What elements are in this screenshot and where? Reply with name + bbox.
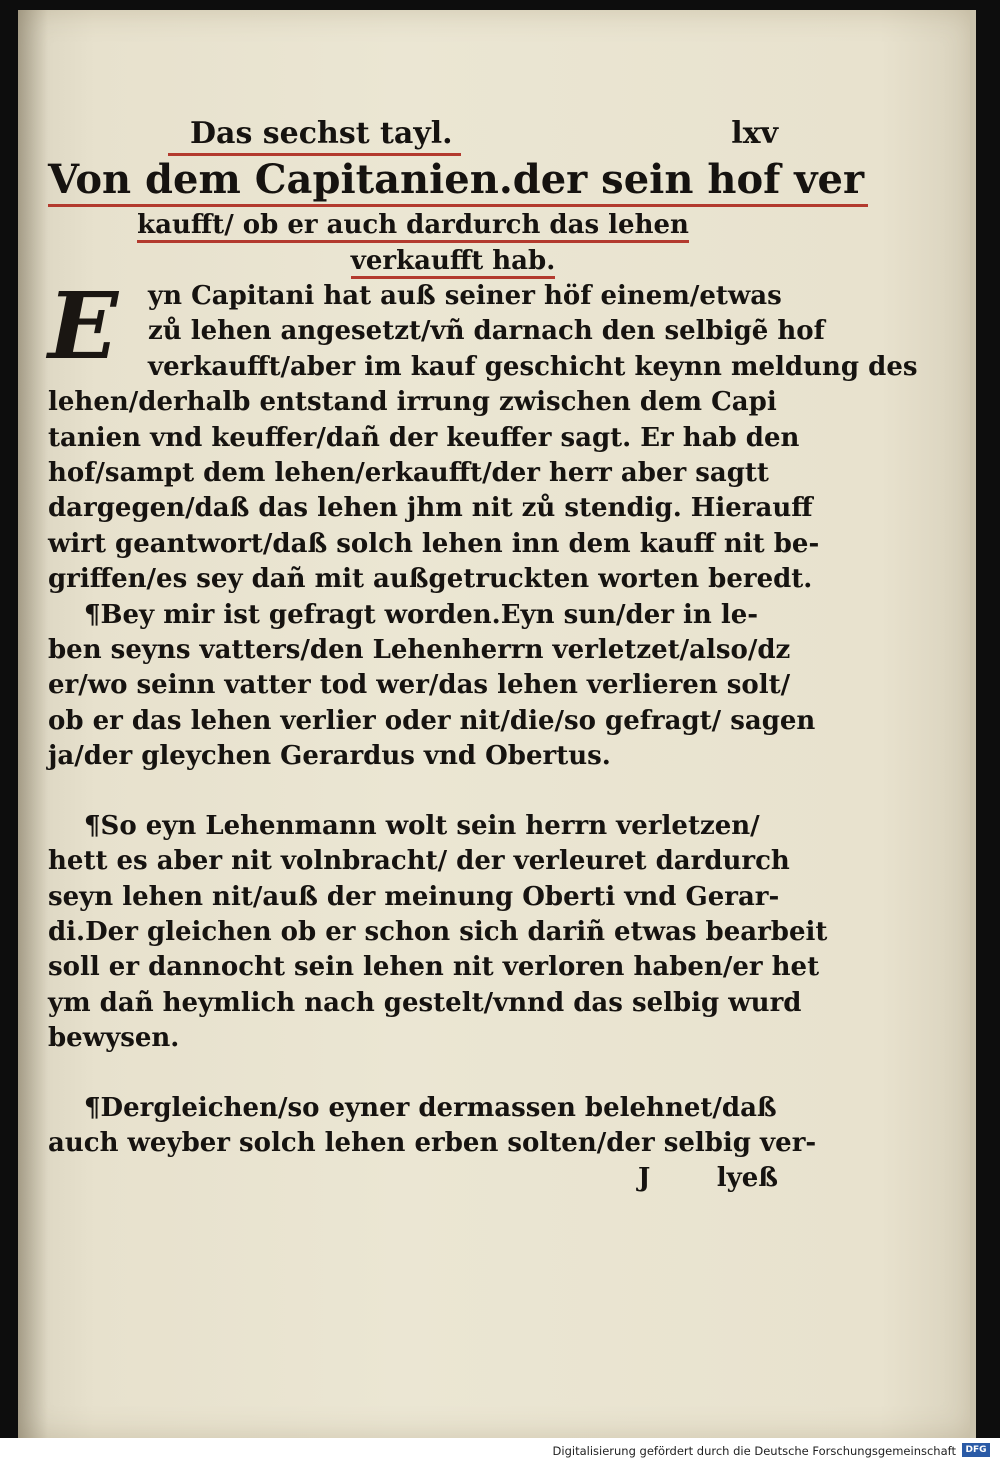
- text-line: dargegen/daß das lehen jhm nit zů stendig. Hierauff: [48, 493, 813, 524]
- text-line: griffen/es sey dañ mit außgetruckten worten beredt.: [48, 564, 813, 595]
- text-line: tanien vnd keuffer/dañ der keuffer sagt. Er hab den: [48, 422, 800, 453]
- catchword: lyeß: [716, 1163, 778, 1194]
- title-line-1: Von dem Capitanien.der sein hof ver: [48, 156, 868, 207]
- text-line: di.Der gleichen ob er schon sich dariñ etwas bearbeit: [48, 916, 828, 947]
- signature-mark: J: [638, 1163, 651, 1194]
- text-line: seyn lehen nit/auß der meinung Oberti vnd Gerar-: [48, 881, 780, 912]
- spacer: [48, 775, 778, 809]
- text-line: verkaufft/aber im kauf geschicht keynn meldung des: [148, 351, 918, 382]
- text-line: bewysen.: [48, 1023, 180, 1054]
- text-line: yn Capitani hat auß seiner höf einem/etwas: [148, 281, 782, 311]
- dfg-logo-icon: DFG: [962, 1443, 990, 1457]
- funding-credit: Digitalisierung gefördert durch die Deutsche Forschungsgemeinschaft: [552, 1444, 956, 1458]
- text-line: ym dañ heymlich nach gestelt/vnnd das selbig wurd: [48, 987, 802, 1018]
- text-line: ben seyns vatters/den Lehenherrn verletzet/also/dz: [48, 635, 791, 666]
- text-line: ja/der gleychen Gerardus vnd Obertus.: [48, 741, 611, 772]
- digitization-footer: [0, 1438, 1000, 1463]
- text-line: ¶Bey mir ist gefragt worden.Eyn sun/der in le-: [84, 599, 759, 630]
- paragraph-2: [48, 598, 816, 775]
- text-line: zů lehen angesetzt/vñ darnach den selbigẽ hof: [148, 316, 825, 347]
- text-line: ¶Dergleichen/so eyner dermassen belehnet/daß: [84, 1092, 777, 1123]
- paragraph-3: [48, 809, 828, 1057]
- text-line: lehen/derhalb entstand irrung zwischen dem Capi: [48, 387, 777, 418]
- chapter-title: [48, 154, 865, 279]
- text-line: auch weyber solch lehen erben solten/der selbig ver-: [48, 1127, 817, 1158]
- spacer: [48, 1057, 778, 1091]
- book-page: [18, 10, 976, 1438]
- paragraph-4: [48, 1091, 817, 1162]
- running-head: Das sechst tayl.: [168, 116, 461, 156]
- text-line: hof/sampt dem lehen/erkaufft/der herr aber sagtt: [48, 458, 769, 489]
- text-line: hett es aber nit volnbracht/ der verleuret dardurch: [48, 846, 790, 877]
- text-line: soll er dannocht sein lehen nit verloren haben/er het: [48, 952, 820, 983]
- drop-initial: E: [48, 272, 119, 380]
- page-text: [48, 110, 918, 1197]
- text-line: wirt geantwort/daß solch lehen inn dem kauff nit be-: [48, 528, 820, 559]
- text-line: ob er das lehen verlier oder nit/die/so gefragt/ sagen: [48, 705, 816, 736]
- text-line: ¶So eyn Lehenmann wolt sein herrn verletzen/: [84, 810, 760, 841]
- paragraph-1: [48, 272, 918, 598]
- folio-number: lxv: [731, 116, 778, 151]
- title-line-3: verkaufft hab.: [128, 243, 778, 279]
- text-line: er/wo seinn vatter tod wer/das lehen verlieren solt/: [48, 670, 791, 701]
- page-header: [48, 110, 778, 154]
- title-line-2: kaufft/ ob er auch dardurch das lehen: [48, 207, 778, 243]
- page-foot: [48, 1161, 778, 1197]
